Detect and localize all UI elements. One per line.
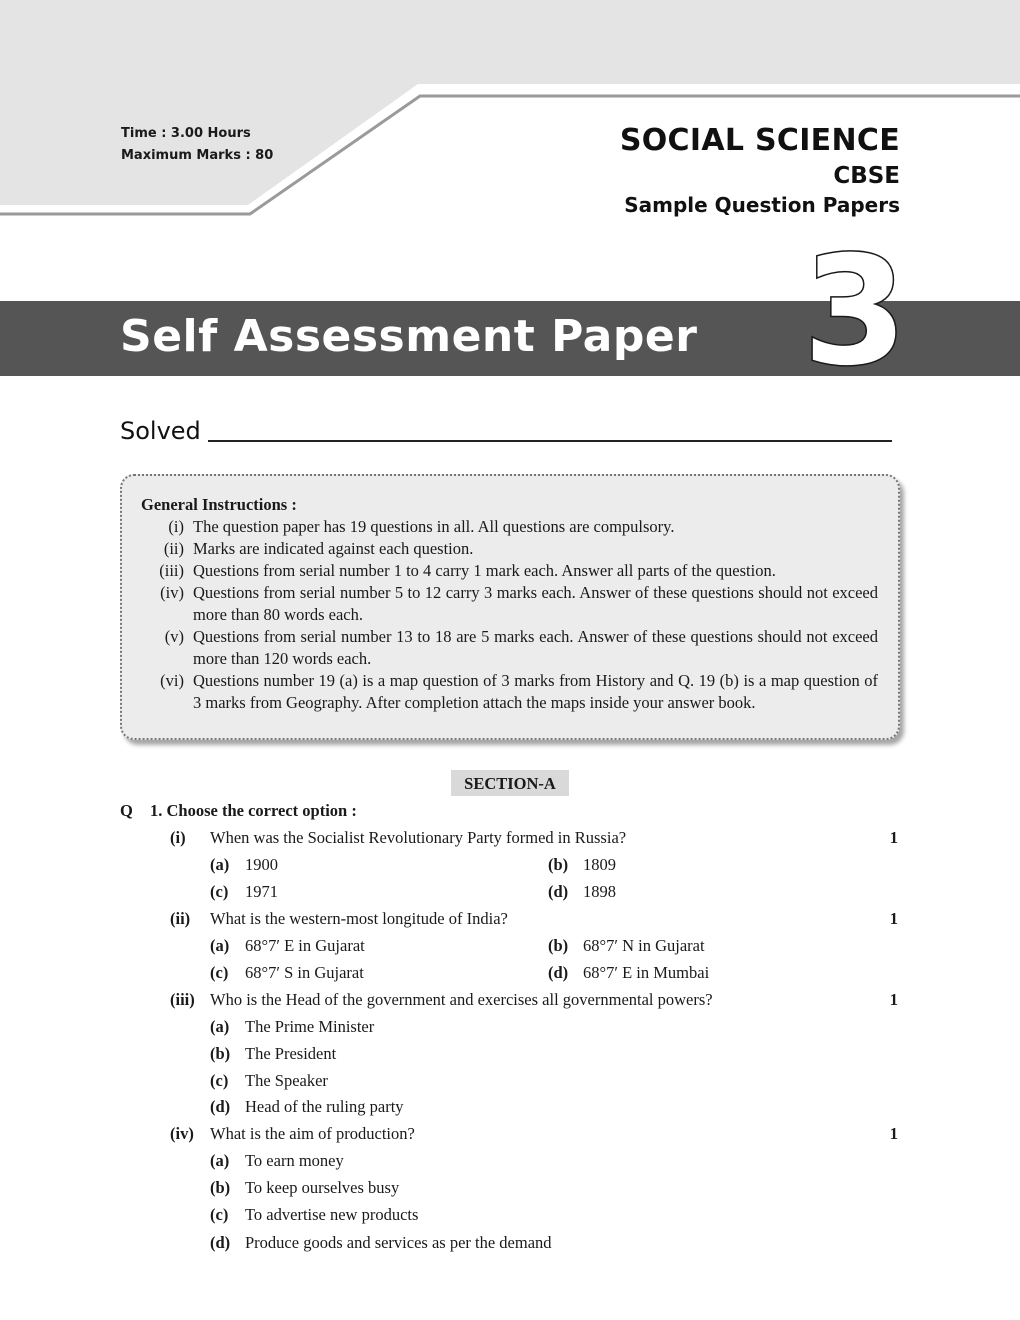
option-label: (a) — [210, 1151, 230, 1170]
series-name: Sample Question Papers — [624, 193, 900, 217]
option-text: To keep ourselves busy — [245, 1178, 400, 1197]
part-number: (iii) — [170, 990, 195, 1009]
question-title: Choose the correct option : — [166, 801, 357, 820]
option-label: (d) — [210, 1097, 231, 1116]
instruction-number: (vi) — [160, 671, 184, 690]
option-label: (b) — [210, 1178, 231, 1197]
brand-block — [620, 122, 900, 219]
option-label: (d) — [548, 963, 569, 982]
paper-title: Self Assessment Paper — [120, 311, 698, 362]
option-text: 1900 — [245, 855, 278, 874]
instruction-item — [141, 560, 878, 582]
option-label: (b) — [210, 1044, 231, 1063]
option-label: (c) — [210, 1071, 229, 1090]
board-name: CBSE — [833, 163, 900, 189]
instruction-item — [141, 516, 878, 538]
part-marks: 1 — [889, 909, 898, 928]
part-number: (ii) — [170, 909, 191, 928]
subject-title: SOCIAL SCIENCE — [619, 123, 900, 158]
solved-label: Solved — [120, 417, 201, 445]
option-text: To advertise new products — [245, 1205, 419, 1224]
instruction-number: (iv) — [160, 583, 184, 602]
option-text: The Prime Minister — [245, 1017, 375, 1036]
section-heading: SECTION-A — [451, 770, 569, 796]
time-label: Time : 3.00 Hours — [121, 126, 251, 141]
instruction-item — [141, 538, 878, 560]
option-text: 1898 — [583, 882, 616, 901]
option-label: (c) — [210, 882, 229, 901]
option-text: 1971 — [245, 882, 278, 901]
option-label: (a) — [210, 855, 230, 874]
question-marker: Q — [120, 801, 133, 820]
option-label: (d) — [210, 1233, 231, 1252]
option-text: The President — [245, 1044, 337, 1063]
instruction-item — [141, 670, 878, 714]
instruction-item — [141, 626, 878, 670]
option-label: (d) — [548, 882, 569, 901]
question-1-heading — [120, 800, 357, 822]
part-text: When was the Socialist Revolutionary Party formed in Russia? — [210, 828, 627, 847]
paper-number-text: 3 — [802, 238, 908, 378]
option-label: (c) — [210, 1205, 229, 1224]
instruction-number: (iii) — [159, 561, 184, 580]
instruction-text: The question paper has 19 questions in all. All questions are compulsory. — [193, 517, 675, 536]
question-number: 1. — [150, 801, 163, 820]
general-instructions-box — [120, 474, 900, 740]
option-text: To earn money — [245, 1151, 344, 1170]
solved-underline — [208, 440, 892, 442]
part-number: (iv) — [170, 1124, 194, 1143]
option-label: (c) — [210, 963, 229, 982]
instruction-number: (v) — [164, 627, 184, 646]
option-label: (b) — [548, 855, 569, 874]
exam-meta — [121, 123, 273, 167]
part-text: What is the aim of production? — [210, 1124, 415, 1143]
option-label: (a) — [210, 936, 230, 955]
instruction-text: Questions from serial number 5 to 12 carry 3 marks each. Answer of these questions should not exceed more than 80 words each. — [193, 583, 878, 624]
instruction-text: Questions from serial number 13 to 18 are 5 marks each. Answer of these questions should not exceed more than 120 words each. — [193, 627, 878, 668]
option-text: 1809 — [583, 855, 616, 874]
instruction-number: (ii) — [163, 539, 184, 558]
part-text: What is the western-most longitude of India? — [210, 909, 508, 928]
option-text: 68°7′ E in Mumbai — [583, 963, 710, 982]
option-label: (a) — [210, 1017, 230, 1036]
instruction-text: Marks are indicated against each question. — [193, 539, 474, 558]
option-text: Produce goods and services as per the demand — [245, 1233, 552, 1252]
instruction-item — [141, 582, 878, 626]
part-number: (i) — [170, 828, 186, 847]
option-text: 68°7′ N in Gujarat — [583, 936, 705, 955]
part-marks: 1 — [889, 828, 898, 847]
part-marks: 1 — [889, 1124, 898, 1143]
instruction-text: Questions from serial number 1 to 4 carry 1 mark each. Answer all parts of the question. — [193, 561, 776, 580]
instructions-title: General Instructions : — [141, 495, 297, 514]
option-text: The Speaker — [245, 1071, 328, 1090]
option-text: 68°7′ E in Gujarat — [245, 936, 365, 955]
option-label: (b) — [548, 936, 569, 955]
instruction-text: Questions number 19 (a) is a map question of 3 marks from History and Q. 19 (b) is a map question of 3 marks from Geography. After completion attach the maps inside your answer book. — [193, 671, 878, 712]
instruction-number: (i) — [168, 517, 184, 536]
option-text: Head of the ruling party — [245, 1097, 404, 1116]
option-text: 68°7′ S in Gujarat — [245, 963, 364, 982]
paper-number — [800, 238, 910, 378]
max-marks-label: Maximum Marks : 80 — [121, 148, 274, 163]
part-marks: 1 — [889, 990, 898, 1009]
part-text: Who is the Head of the government and exercises all governmental powers? — [210, 990, 713, 1009]
